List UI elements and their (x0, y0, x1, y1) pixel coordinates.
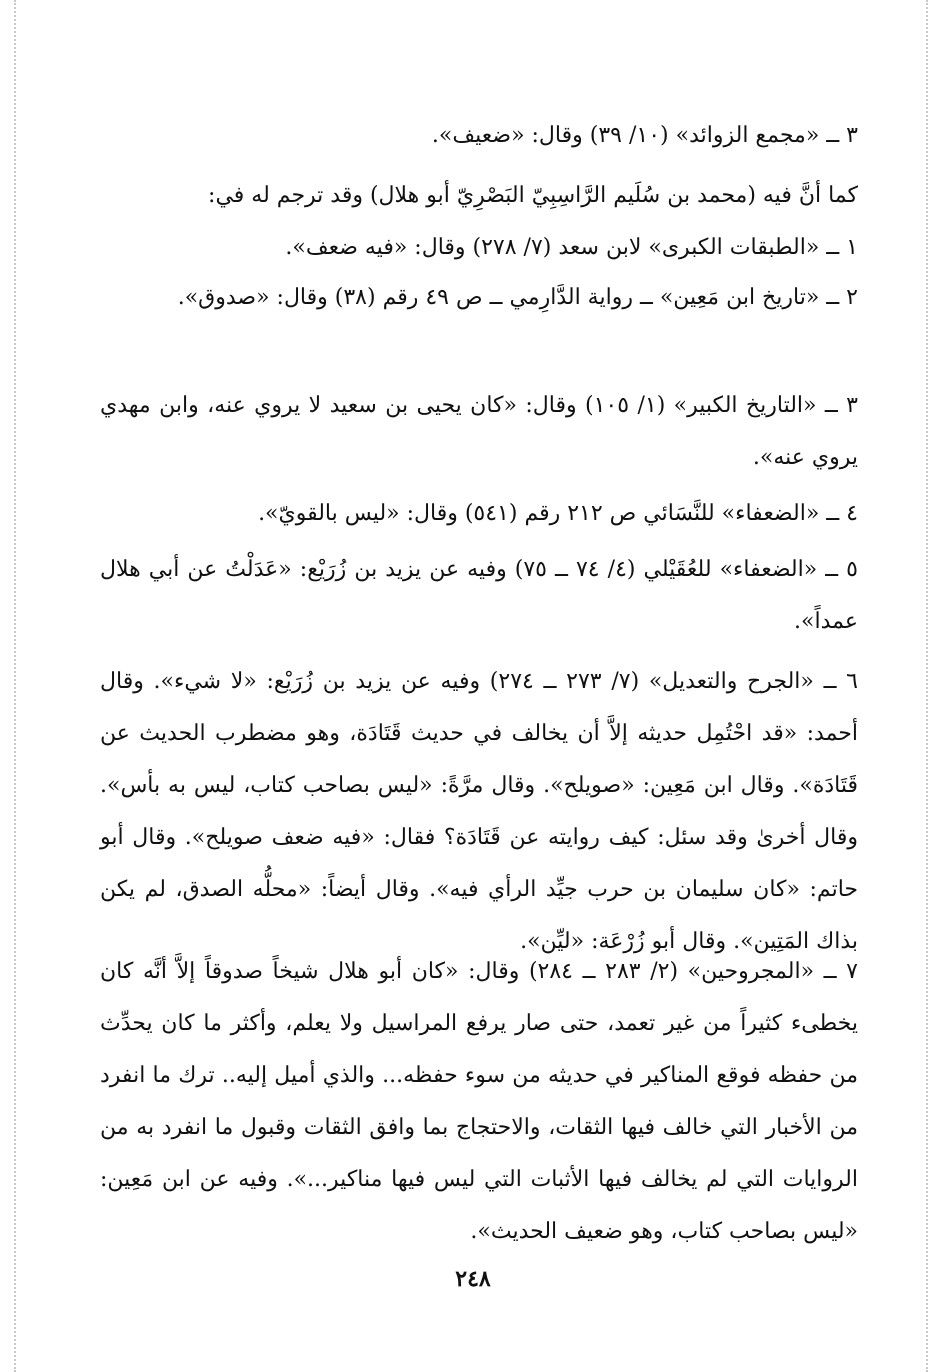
paragraph-3: ١ ــ «الطبقات الكبرى» لابن سعد (٧/ ٢٧٨) وقال: «فيه ضعف». (285, 235, 858, 260)
paragraph-1: ٣ ــ «مجمع الزوائد» (١٠/ ٣٩) وقال: «ضعيف». (431, 123, 858, 148)
paragraph-6: ٤ ــ «الضعفاء» للنَّسَائي ص ٢١٢ رقم (٥٤١) وقال: «ليس بالقويّ». (258, 501, 858, 526)
right-margin-rule (926, 0, 928, 1372)
page-number: ٢٤٨ (455, 1266, 491, 1292)
paragraph-9: ٧ ــ «المجروحين» (٢/ ٢٨٣ ــ ٢٨٤) وقال: «كان أبو هلال شيخاً صدوقاً إلاَّ أنَّه كان يخطىء كثيراً من غير تعمد، حتى صار يرفع المراسيل ولا يعلم، وأكثر ما كان يحدِّث من حفظه فوقع المناكير في حديثه من سوء حفظه... والذي أميل إليه.. ترك ما انفرد من الأخبار التي خالف فيها الثقات، والاحتجاج بما وافق الثقات وقبول ما انفرد به من الروايات التي لم يخالف فيها الأثبات التي ليس فيها مناكير...». وفيه عن ابن مَعِين: «ليس بصاحب كتاب، وهو ضعيف الحديث». (100, 959, 858, 1244)
paragraph-2: كما أنَّ فيه (محمد بن سُلَيم الرَّاسِبِيّ البَصْرِيّ أبو هلال) وقد ترجم له في: (208, 183, 858, 208)
paragraph-4: ٢ ــ «تاريخ ابن مَعِين» ــ رواية الدَّارِمي ــ ص ٤٩ رقم (٣٨) وقال: «صدوق». (177, 285, 858, 310)
paragraph-7: ٥ ــ «الضعفاء» للعُقَيْلي (٤/ ٧٤ ــ ٧٥) وفيه عن يزيد بن زُرَيْع: «عَدَلْتُ عن أبي هلال عمداً». (100, 557, 858, 634)
left-margin-rule (14, 0, 16, 1372)
paragraph-5: ٣ ــ «التاريخ الكبير» (١/ ١٠٥) وقال: «كان يحيى بن سعيد لا يروي عنه، وابن مهدي يروي عنه». (100, 393, 858, 470)
paragraph-8: ٦ ــ «الجرح والتعديل» (٧/ ٢٧٣ ــ ٢٧٤) وفيه عن يزيد بن زُرَيْع: «لا شيء». وقال أحمد: «قد احْتُمِل حديثه إلاَّ أن يخالف في حديث قَتَادَة، وهو مضطرب الحديث عن قَتَادَة». وقال ابن مَعِين: «صويلح». وقال مرَّةً: «ليس بصاحب كتاب، ليس به بأس». وقال أخرىٰ وقد سئل: كيف روايته عن قَتَادَة؟ فقال: «فيه ضعف صويلح». وقال أبو حاتم: «كان سليمان بن حرب جيِّد الرأي فيه». وقال أيضاً: «محلُّه الصدق، لم يكن بذاك المَتِين». وقال أبو زُرْعَة: «ليِّن». (100, 669, 858, 954)
